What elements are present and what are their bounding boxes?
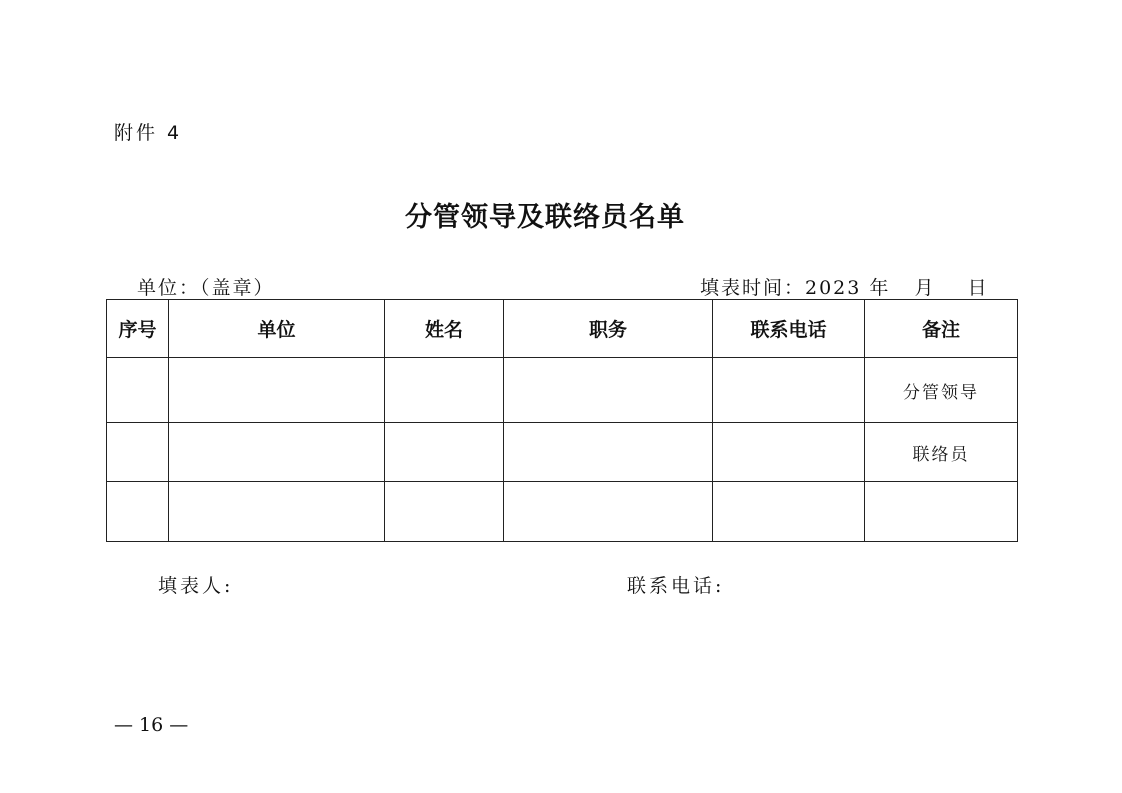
table-header-row	[107, 300, 1018, 358]
cell-phone[interactable]	[713, 423, 865, 482]
cell-phone[interactable]	[713, 358, 865, 423]
header-position: 职务	[504, 300, 713, 358]
cell-remarks: 联络员	[865, 423, 1018, 482]
cell-name[interactable]	[385, 423, 504, 482]
cell-serial[interactable]	[107, 482, 169, 542]
attachment-label: 附件 4	[114, 122, 183, 144]
cell-phone[interactable]	[713, 482, 865, 542]
cell-name[interactable]	[385, 482, 504, 542]
filler-label: 填表人:	[158, 575, 234, 597]
cell-position[interactable]	[504, 358, 713, 423]
cell-serial[interactable]	[107, 423, 169, 482]
cell-remarks[interactable]	[865, 482, 1018, 542]
header-remarks: 备注	[865, 300, 1018, 358]
roster-table	[106, 299, 1018, 542]
cell-position[interactable]	[504, 482, 713, 542]
unit-seal-label: 单位：（盖章）	[137, 277, 275, 299]
fill-time-label: 填表时间：2023 年 月 日	[700, 277, 989, 299]
table-row	[107, 423, 1018, 482]
table-row	[107, 482, 1018, 542]
document-title: 分管领导及联络员名单	[405, 202, 685, 233]
page-number: — 16 —	[114, 714, 189, 736]
header-unit: 单位	[169, 300, 385, 358]
cell-position[interactable]	[504, 423, 713, 482]
cell-unit[interactable]	[169, 482, 385, 542]
header-serial: 序号	[107, 300, 169, 358]
cell-unit[interactable]	[169, 358, 385, 423]
cell-remarks: 分管领导	[865, 358, 1018, 423]
cell-unit[interactable]	[169, 423, 385, 482]
table-row	[107, 358, 1018, 423]
cell-serial[interactable]	[107, 358, 169, 423]
cell-name[interactable]	[385, 358, 504, 423]
contact-phone-label: 联系电话:	[627, 575, 725, 597]
header-phone: 联系电话	[713, 300, 865, 358]
header-name: 姓名	[385, 300, 504, 358]
